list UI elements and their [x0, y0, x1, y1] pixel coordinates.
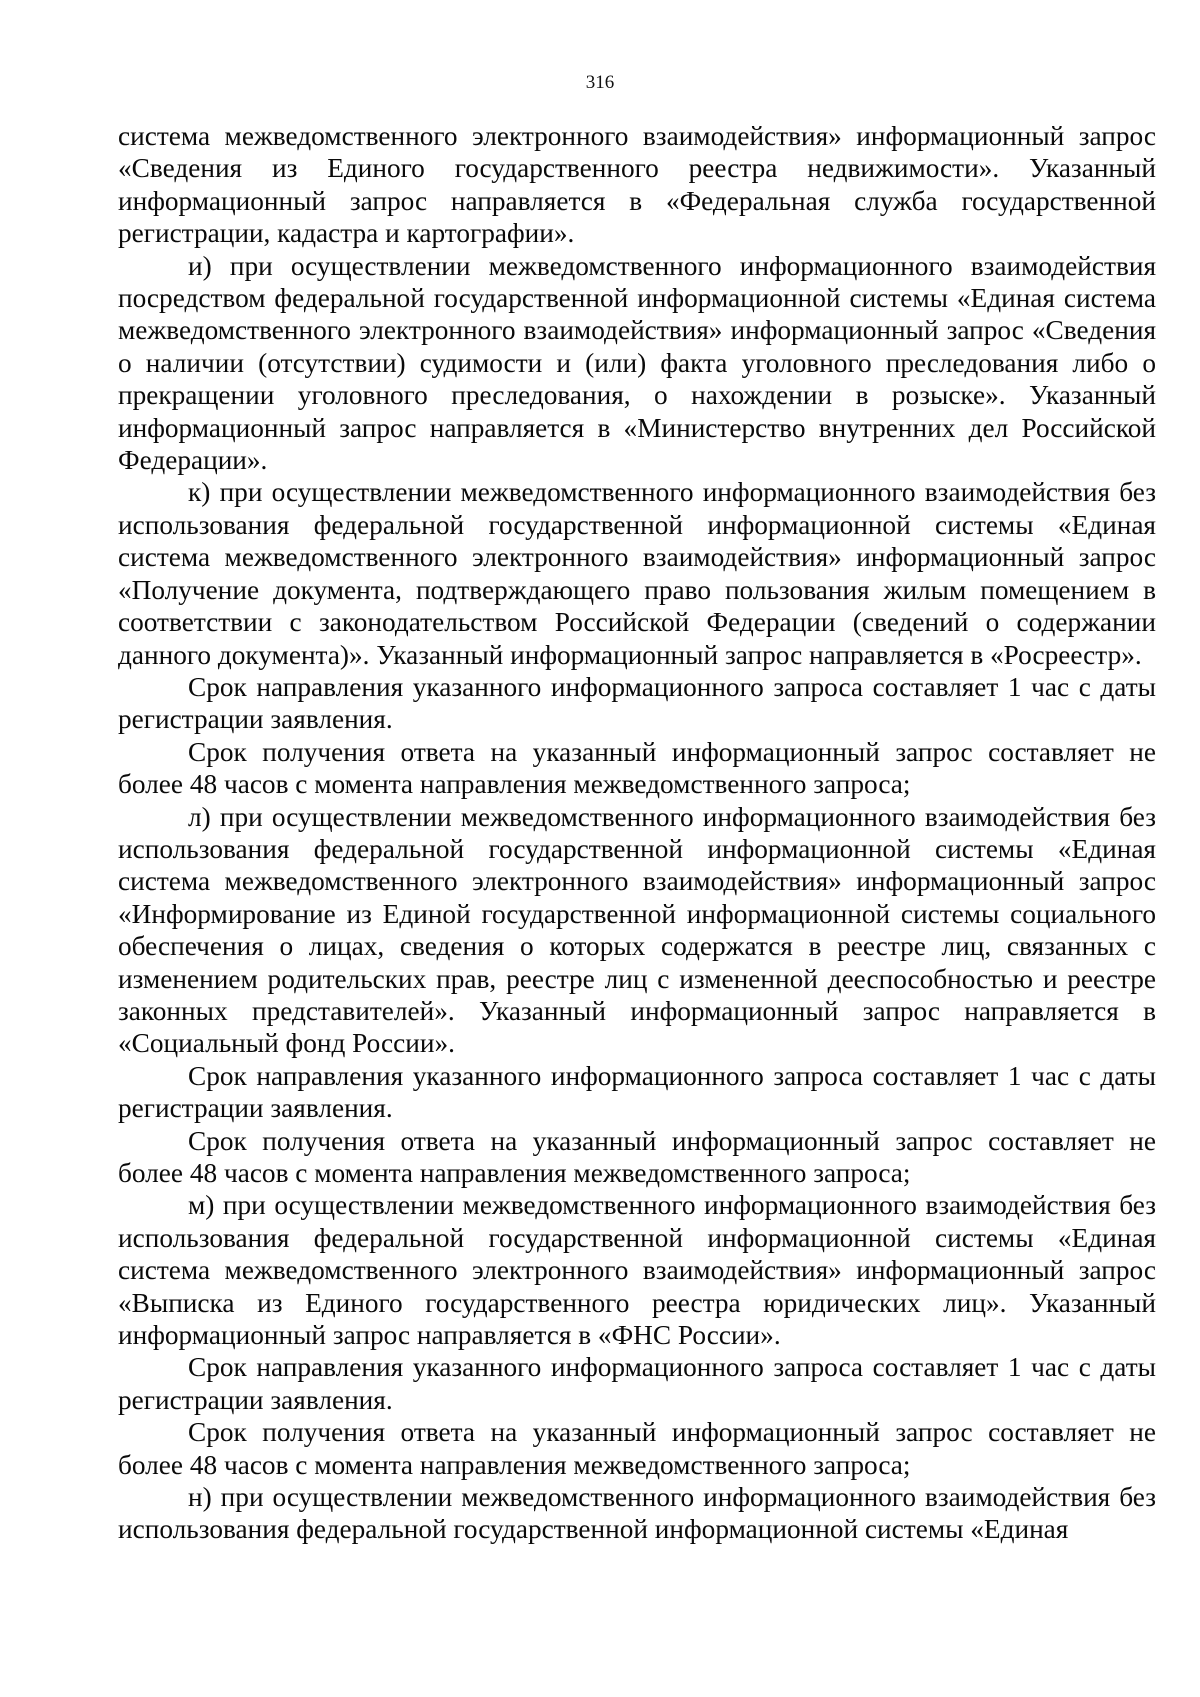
- paragraph-continuation: система межведомственного электронного взаимодействия» информационный запрос «Сведения из Единого государственного реестра недвижимости». Указанный информационный запрос направляется в «Федеральная служба государственной регистрации, кадастра и картографии».: [118, 121, 1156, 249]
- paragraph-item-l: л) при осуществлении межведомственного информационного взаимодействия без использования федеральной государственной информационной системы «Единая система межведомственного электронного взаимодействия» информационный запрос «Информирование из Единой государственной информационной системы социального обеспечения о лицах, сведения о которых содержатся в реестре лиц, связанных с изменением родительских прав, реестре лиц с измененной дееспособностью и реестре законных представителей». Указанный информационный запрос направляется в «Социальный фонд России».: [118, 801, 1156, 1059]
- paragraph-deadline-response: Срок получения ответа на указанный информационный запрос составляет не более 48 часов с момента направления межведомственного запроса;: [118, 736, 1156, 800]
- document-body: [118, 120, 1156, 1546]
- paragraph-item-m: м) при осуществлении межведомственного информационного взаимодействия без использования федеральной государственной информационной системы «Единая система межведомственного электронного взаимодействия» информационный запрос «Выписка из Единого государственного реестра юридических лиц». Указанный информационный запрос направляется в «ФНС России».: [118, 1190, 1156, 1351]
- paragraph-item-i: и) при осуществлении межведомственного информационного взаимодействия посредством федеральной государственной информационной системы «Единая система межведомственного электронного взаимодействия» информационный запрос «Сведения о наличии (отсутствии) судимости и (или) факта уголовного преследования либо о прекращении уголовного преследования, о нахождении в розыске». Указанный информационный запрос направляется в «Министерство внутренних дел Российской Федерации».: [118, 250, 1156, 476]
- page-number: 316: [585, 72, 615, 93]
- paragraph-item-n: н) при осуществлении межведомственного информационного взаимодействия без использования федеральной государственной информационной системы «Единая: [118, 1482, 1156, 1545]
- paragraph-deadline-response: Срок получения ответа на указанный информационный запрос составляет не более 48 часов с момента направления межведомственного запроса;: [118, 1417, 1156, 1480]
- paragraph-item-k: к) при осуществлении межведомственного информационного взаимодействия без использования федеральной государственной информационной системы «Единая система межведомственного электронного взаимодействия» информационный запрос «Получение документа, подтверждающего право пользования жилым помещением в соответствии с законодательством Российской Федерации (сведений о содержании данного документа)». Указанный информационный запрос направляется в «Росреестр».: [118, 477, 1156, 670]
- paragraph-deadline-response: Срок получения ответа на указанный информационный запрос составляет не более 48 часов с момента направления межведомственного запроса;: [118, 1125, 1156, 1188]
- paragraph-deadline-send: Срок направления указанного информационного запроса составляет 1 час с даты регистрации заявления.: [118, 1060, 1156, 1124]
- paragraph-deadline-send: Срок направления указанного информационного запроса составляет 1 час с даты регистрации заявления.: [118, 671, 1156, 735]
- paragraph-deadline-send: Срок направления указанного информационного запроса составляет 1 час с даты регистрации заявления.: [118, 1352, 1156, 1415]
